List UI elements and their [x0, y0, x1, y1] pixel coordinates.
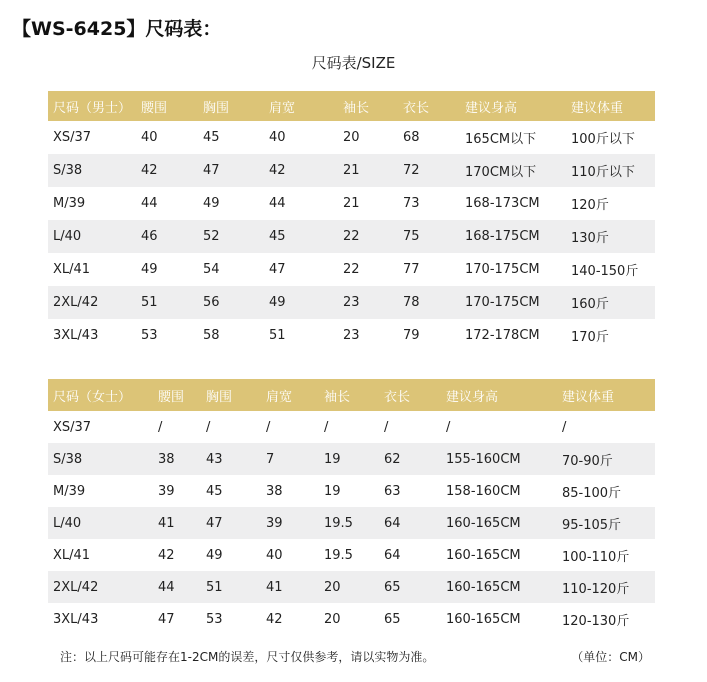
cell-size: XS/37 — [53, 419, 92, 435]
men-header-length: 衣长 — [398, 91, 460, 121]
cell-sleeve: 22 — [338, 220, 398, 253]
cell-length: 64 — [384, 547, 401, 563]
cell-chest: 47 — [198, 154, 264, 187]
cell-shoulder: 51 — [269, 328, 286, 343]
cell-height: 172-178CM — [465, 328, 540, 343]
cell-chest: 52 — [198, 220, 264, 253]
cell-length: 62 — [379, 443, 441, 475]
cell-shoulder: 47 — [269, 262, 286, 277]
cell-chest: 43 — [201, 443, 261, 475]
cell-sleeve: 19.5 — [324, 547, 353, 563]
cell-sleeve: 21 — [343, 196, 360, 211]
cell-size: M/39 — [53, 483, 86, 499]
cell-length: 79 — [403, 328, 420, 343]
cell-height: 160-165CM — [441, 571, 557, 603]
cell-weight: 110-120斤 — [557, 571, 655, 603]
cell-sleeve: 20 — [324, 611, 341, 627]
cell-weight: 160斤 — [566, 286, 655, 319]
cell-sleeve: 22 — [343, 262, 360, 277]
cell-sleeve: / — [324, 419, 329, 435]
cell-weight: 120斤 — [571, 198, 609, 213]
table-row — [48, 187, 655, 220]
cell-height: 160-165CM — [441, 507, 557, 539]
cell-size: 3XL/43 — [53, 328, 99, 343]
cell-height: 170CM以下 — [460, 154, 566, 187]
cell-shoulder: 49 — [264, 286, 338, 319]
women-header-height: 建议身高 — [441, 379, 557, 411]
cell-sleeve: 23 — [343, 328, 360, 343]
cell-weight: 85-100斤 — [562, 485, 622, 501]
cell-weight: 100-110斤 — [562, 549, 630, 565]
cell-shoulder: 44 — [269, 196, 286, 211]
cell-shoulder: 38 — [266, 483, 283, 499]
cell-height: 170-175CM — [465, 262, 540, 277]
cell-length: 77 — [403, 262, 420, 277]
cell-weight: 95-105斤 — [557, 507, 655, 539]
cell-chest: 49 — [203, 196, 220, 211]
men-header-weight: 建议体重 — [566, 91, 655, 121]
cell-shoulder: 7 — [261, 443, 319, 475]
cell-chest: 53 — [206, 611, 223, 627]
cell-waist: 44 — [153, 571, 201, 603]
cell-height: 155-160CM — [441, 443, 557, 475]
table-row — [48, 411, 655, 443]
cell-length: 72 — [398, 154, 460, 187]
cell-height: 165CM以下 — [465, 132, 537, 147]
cell-weight: 120-130斤 — [562, 613, 630, 629]
table-row — [48, 121, 655, 154]
men-header-waist: 腰围 — [136, 91, 198, 121]
cell-waist: 40 — [141, 130, 158, 145]
cell-sleeve: 19.5 — [319, 507, 379, 539]
cell-waist: 42 — [158, 547, 175, 563]
cell-height: / — [446, 419, 451, 435]
cell-height: 168-173CM — [465, 196, 540, 211]
table-row — [48, 475, 655, 507]
women-size-table — [48, 379, 655, 635]
cell-waist: 44 — [141, 196, 158, 211]
cell-weight: 140-150斤 — [571, 264, 639, 279]
cell-size: XS/37 — [53, 130, 92, 145]
women-header-weight: 建议体重 — [557, 379, 655, 411]
cell-length: 73 — [403, 196, 420, 211]
table-row — [48, 319, 655, 352]
cell-sleeve: 20 — [319, 571, 379, 603]
cell-height: 158-160CM — [446, 483, 521, 499]
cell-height: 160-165CM — [446, 611, 521, 627]
men-header-size: 尺码（男士） — [48, 91, 136, 121]
cell-chest: 47 — [201, 507, 261, 539]
cell-size: L/40 — [48, 507, 153, 539]
cell-size: 2XL/42 — [48, 571, 153, 603]
cell-length: 68 — [403, 130, 420, 145]
cell-chest: 56 — [198, 286, 264, 319]
men-header-sleeve: 袖长 — [338, 91, 398, 121]
cell-length: 78 — [398, 286, 460, 319]
table-row — [48, 253, 655, 286]
table-row — [48, 220, 655, 253]
cell-sleeve: 20 — [343, 130, 360, 145]
cell-waist: 47 — [158, 611, 175, 627]
table-row — [48, 603, 655, 635]
cell-size: S/38 — [48, 443, 153, 475]
cell-length: / — [384, 419, 389, 435]
cell-length: 75 — [398, 220, 460, 253]
cell-shoulder: 42 — [266, 611, 283, 627]
women-header-size: 尺码（女士） — [48, 379, 153, 411]
cell-shoulder: 42 — [264, 154, 338, 187]
cell-size: XL/41 — [53, 262, 91, 277]
cell-waist: 49 — [141, 262, 158, 277]
cell-chest: 45 — [203, 130, 220, 145]
cell-chest: 58 — [203, 328, 220, 343]
women-header-chest: 胸围 — [201, 379, 261, 411]
unit-label: （单位：CM） — [571, 650, 650, 664]
cell-weight: 70-90斤 — [557, 443, 655, 475]
cell-shoulder: 45 — [264, 220, 338, 253]
cell-waist: 46 — [136, 220, 198, 253]
cell-length: 64 — [379, 507, 441, 539]
size-chart-title: 尺码表/SIZE — [311, 54, 396, 72]
cell-length: 65 — [379, 571, 441, 603]
cell-chest: 51 — [201, 571, 261, 603]
cell-weight: 110斤以下 — [566, 154, 655, 187]
women-header-waist: 腰围 — [153, 379, 201, 411]
table-row — [48, 507, 655, 539]
women-header-length: 衣长 — [379, 379, 441, 411]
men-header-height: 建议身高 — [460, 91, 566, 121]
cell-height: 160-165CM — [446, 547, 521, 563]
cell-size: 2XL/42 — [48, 286, 136, 319]
cell-size: M/39 — [53, 196, 86, 211]
cell-chest: 54 — [203, 262, 220, 277]
cell-shoulder: 40 — [269, 130, 286, 145]
cell-waist: 42 — [136, 154, 198, 187]
cell-waist: 38 — [153, 443, 201, 475]
cell-waist: 39 — [158, 483, 175, 499]
cell-sleeve: 21 — [338, 154, 398, 187]
cell-size: L/40 — [48, 220, 136, 253]
women-header-shoulder: 肩宽 — [261, 379, 319, 411]
cell-weight: / — [562, 419, 567, 435]
cell-shoulder: 41 — [261, 571, 319, 603]
cell-height: 170-175CM — [460, 286, 566, 319]
cell-waist: 53 — [141, 328, 158, 343]
cell-length: 63 — [384, 483, 401, 499]
men-header-chest: 胸围 — [198, 91, 264, 121]
table-row — [48, 154, 655, 187]
cell-size: S/38 — [48, 154, 136, 187]
footnote: 注：以上尺码可能存在1-2CM的误差，尺寸仅供参考，请以实物为准。 — [60, 650, 435, 664]
cell-sleeve: 19 — [319, 443, 379, 475]
women-header-sleeve: 袖长 — [319, 379, 379, 411]
cell-shoulder: 39 — [261, 507, 319, 539]
table-row — [48, 539, 655, 571]
cell-size: XL/41 — [53, 547, 91, 563]
cell-weight: 170斤 — [571, 330, 609, 345]
cell-waist: 51 — [136, 286, 198, 319]
table-row — [48, 571, 655, 603]
cell-chest: 49 — [206, 547, 223, 563]
page-title: 【WS-6425】尺码表： — [12, 18, 222, 40]
cell-chest: 45 — [206, 483, 223, 499]
men-header-shoulder: 肩宽 — [264, 91, 338, 121]
men-size-table — [48, 91, 655, 352]
table-row — [48, 443, 655, 475]
table-row — [48, 286, 655, 319]
cell-size: 3XL/43 — [53, 611, 99, 627]
cell-waist: 41 — [153, 507, 201, 539]
cell-height: 168-175CM — [460, 220, 566, 253]
cell-chest: / — [206, 419, 211, 435]
cell-waist: / — [158, 419, 163, 435]
cell-shoulder: 40 — [266, 547, 283, 563]
cell-weight: 100斤以下 — [571, 132, 635, 147]
cell-weight: 130斤 — [566, 220, 655, 253]
men-header-row — [48, 91, 655, 121]
cell-length: 65 — [384, 611, 401, 627]
cell-sleeve: 23 — [338, 286, 398, 319]
women-header-row — [48, 379, 655, 411]
cell-shoulder: / — [266, 419, 271, 435]
cell-sleeve: 19 — [324, 483, 341, 499]
